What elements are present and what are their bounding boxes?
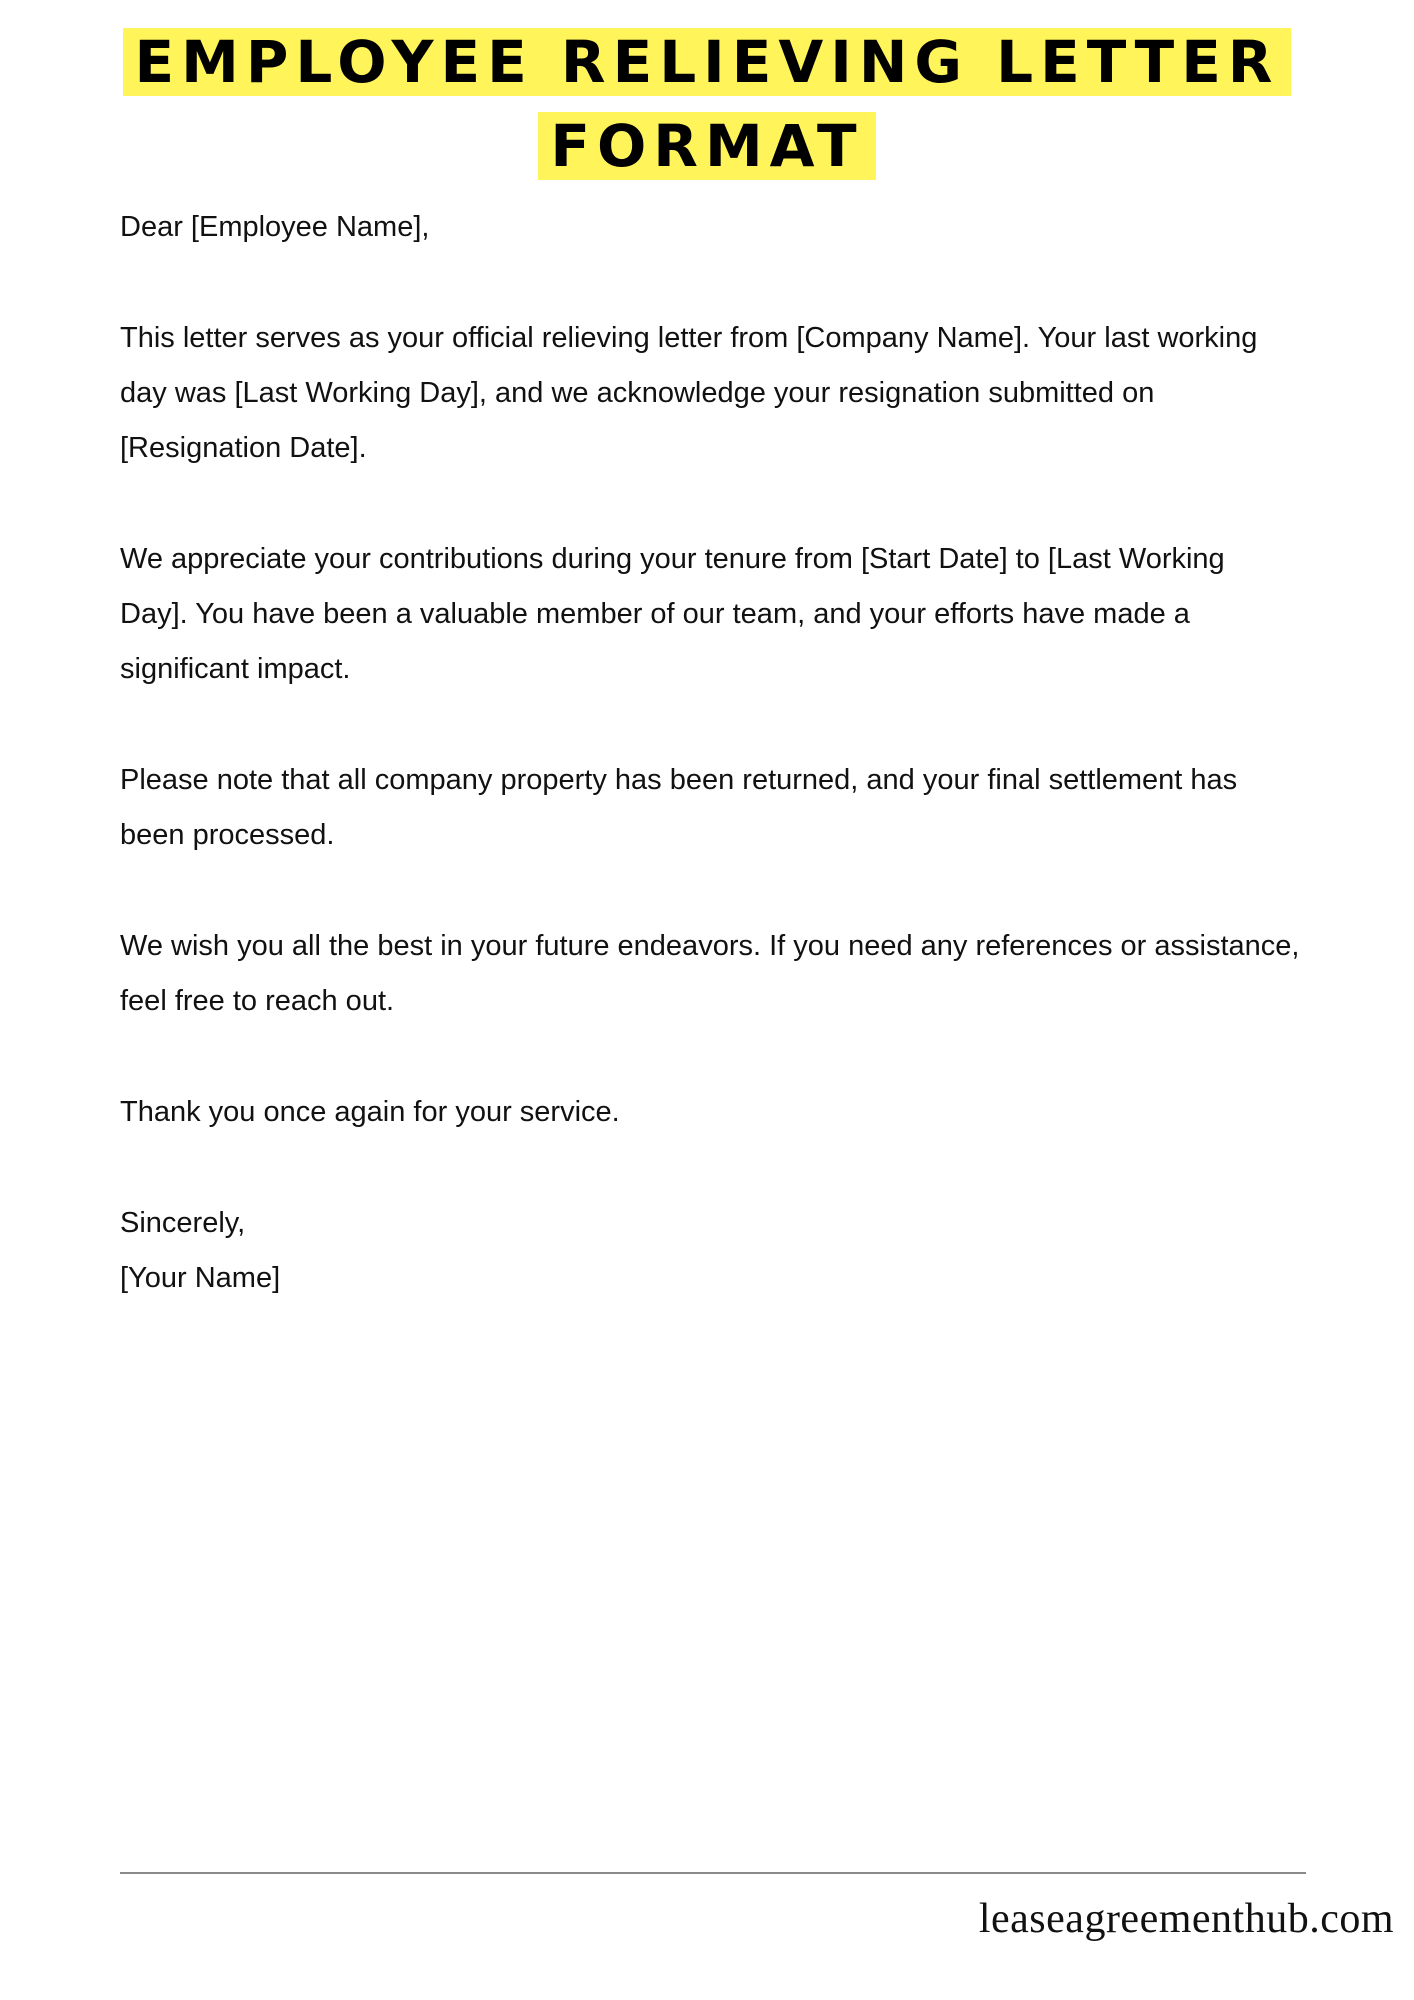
- footer-website: leaseagreementhub.com: [978, 1896, 1394, 1942]
- paragraph-appreciation: We appreciate your contributions during your tenure from [Start Date] to [Last Working Day]. You have been a valuable member of our team, and your efforts have made a significant impact.: [120, 543, 1225, 685]
- title-block: [0, 20, 1414, 188]
- paragraph-settlement: Please note that all company property has been returned, and your final settlement has been processed.: [120, 764, 1238, 851]
- signature: [Your Name]: [120, 1262, 281, 1294]
- paragraph-thanks: Thank you once again for your service.: [120, 1096, 620, 1128]
- closing: Sincerely,: [120, 1207, 246, 1239]
- salutation: Dear [Employee Name],: [120, 211, 430, 243]
- footer-divider: [120, 1872, 1306, 1874]
- paragraph-relieving-notice: This letter serves as your official relieving letter from [Company Name]. Your last working day was [Last Working Day], and we acknowledge your resignation submitted on [Resignation Date].: [120, 322, 1258, 464]
- letter-body: [120, 200, 1300, 1306]
- page-title: EMPLOYEE RELIEVING LETTER FORMAT: [123, 28, 1292, 180]
- paragraph-wishes: We wish you all the best in your future endeavors. If you need any references or assistance, feel free to reach out.: [120, 930, 1300, 1017]
